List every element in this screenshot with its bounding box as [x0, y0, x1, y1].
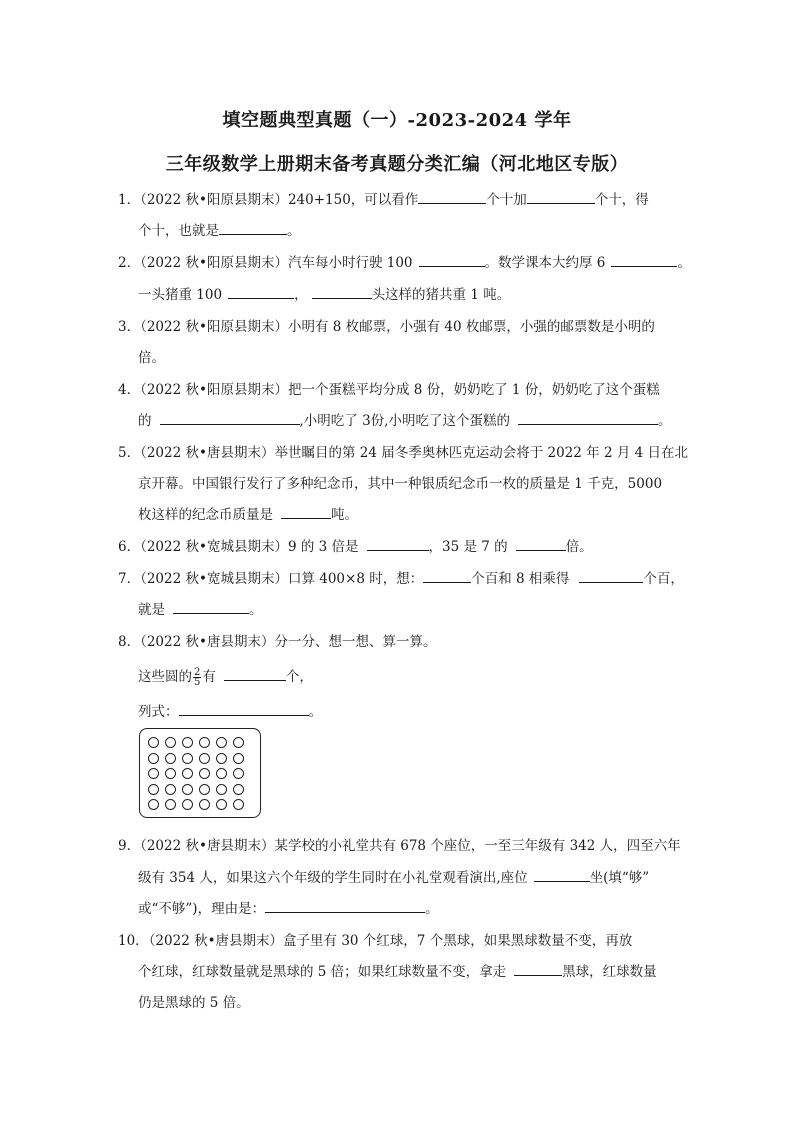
answer-blank[interactable] — [367, 538, 429, 551]
circle — [216, 753, 227, 764]
answer-blank[interactable] — [514, 963, 562, 976]
circle-grid-figure — [139, 728, 261, 818]
answer-blank[interactable] — [173, 601, 249, 614]
circle — [216, 737, 227, 748]
title-line-2: 三年级数学上册期末备考真题分类汇编（河北地区专版） — [165, 154, 629, 175]
answer-blank[interactable] — [418, 191, 486, 204]
question-number: 3． — [118, 319, 141, 335]
answer-blank[interactable] — [281, 506, 331, 519]
answer-blank[interactable] — [423, 570, 471, 583]
circle — [148, 753, 159, 764]
circle — [182, 737, 193, 748]
circle — [165, 784, 176, 795]
circle — [233, 737, 244, 748]
circle — [199, 784, 210, 795]
circle — [182, 768, 193, 779]
answer-blank[interactable] — [224, 668, 286, 681]
answer-blank[interactable] — [228, 286, 294, 299]
circle — [233, 784, 244, 795]
answer-blank[interactable] — [179, 703, 309, 716]
circle — [199, 799, 210, 810]
circle — [233, 799, 244, 810]
answer-blank[interactable] — [419, 254, 485, 267]
answer-blank[interactable] — [516, 538, 566, 551]
answer-blank[interactable] — [579, 570, 643, 583]
circle — [216, 784, 227, 795]
answer-blank[interactable] — [265, 900, 425, 913]
answer-blank[interactable] — [160, 412, 300, 425]
circle — [182, 784, 193, 795]
circle — [199, 768, 210, 779]
answer-blank[interactable] — [534, 869, 590, 882]
question-number: 1． — [118, 192, 141, 208]
answer-blank[interactable] — [518, 412, 658, 425]
question-number: 5． — [118, 445, 141, 461]
circle — [165, 737, 176, 748]
circle — [199, 737, 210, 748]
answer-blank[interactable] — [219, 222, 287, 235]
document-page: 填空题典型真题（一）-2023-2024 学年 三年级数学上册期末备考真题分类汇编（河北地区专版） 1．（2022 秋•阳原县期末）240+150，可以看作 个十加 个十，得 个十，也就是 。 2．（2022 秋•阳原县期末）汽车每小时行驶 100 。数学课本大约厚 6 。 一头猪重 100 ， 头这样的猪共重 1 吨。 3．（2022 秋•阳原县期末）小明有 8 枚邮票，小强有 40 枚邮票，小强的邮票数是小明的 倍。 4．（2022 秋•阳原县期末）把一个蛋糕平均分成 8 份，奶奶吃了 1 份，奶奶吃了这个蛋糕 的 ,小明吃了 3份,小明吃了这个蛋糕的 。 5．（2022 秋•唐县期末）举世瞩目的第 24 届冬季奥林匹克运动会将于 2022 年 2 月 4 日在北 京开幕。中国银行发行了多种纪念币，其中一种银质纪念币一枚的质量是 1 千克，5000 枚这样的纪念币质量是 吨。 6．（2022 秋•宽城县期末）9 的 3 倍是 ，35 是 7 的 倍。 7．（2022 秋•宽城县期末）口算 400×8 时，想： 个百和 8 相乘得 个百， 就是 。 8．（2022 秋•唐县期末）分一分、想一想、算一算。 这些圆的 $\frac{2}{5}$ 有 个， 列式： 。 9．（2022 秋•唐县期末）某学校的小礼堂共有 678 个座位，一至三年级有 342 人，四至六年 级有 354 人，如果这六个年级的学生同时在小礼堂观看演出,座位 坐(填“够” 或“不够”)，理由是： 。 10．（2022 秋•唐县期末）盒子里有 30 个红球，7 个黑球，如果黑球数量不变，再放 个红球，红球数量就是黑球的 5 倍；如果红球数量不变，拿走 黑球，红球数量 仍是黑球的 5 倍。 — [0, 0, 794, 1123]
question-number: 10． — [118, 933, 149, 949]
question-number: 4． — [118, 382, 141, 398]
answer-blank[interactable] — [611, 254, 677, 267]
circle — [165, 799, 176, 810]
question-number: 6． — [118, 539, 141, 555]
question-number: 8． — [118, 634, 141, 650]
circle — [216, 768, 227, 779]
fraction-two-fifths: $\frac{2}{5}$ — [194, 667, 201, 688]
circle — [199, 753, 210, 764]
circle — [165, 768, 176, 779]
circle — [233, 768, 244, 779]
circle — [148, 737, 159, 748]
title-line-1: 填空题典型真题（一）-2023-2024 学年 — [222, 110, 572, 131]
answer-blank[interactable] — [527, 191, 595, 204]
circle — [182, 799, 193, 810]
circle — [148, 784, 159, 795]
circle — [182, 753, 193, 764]
question-number: 7． — [118, 571, 141, 587]
circle — [165, 753, 176, 764]
circle — [148, 799, 159, 810]
question-number: 9． — [118, 838, 141, 854]
answer-blank[interactable] — [312, 286, 372, 299]
circle — [233, 753, 244, 764]
circle — [148, 768, 159, 779]
question-number: 2． — [118, 255, 141, 271]
circle — [216, 799, 227, 810]
